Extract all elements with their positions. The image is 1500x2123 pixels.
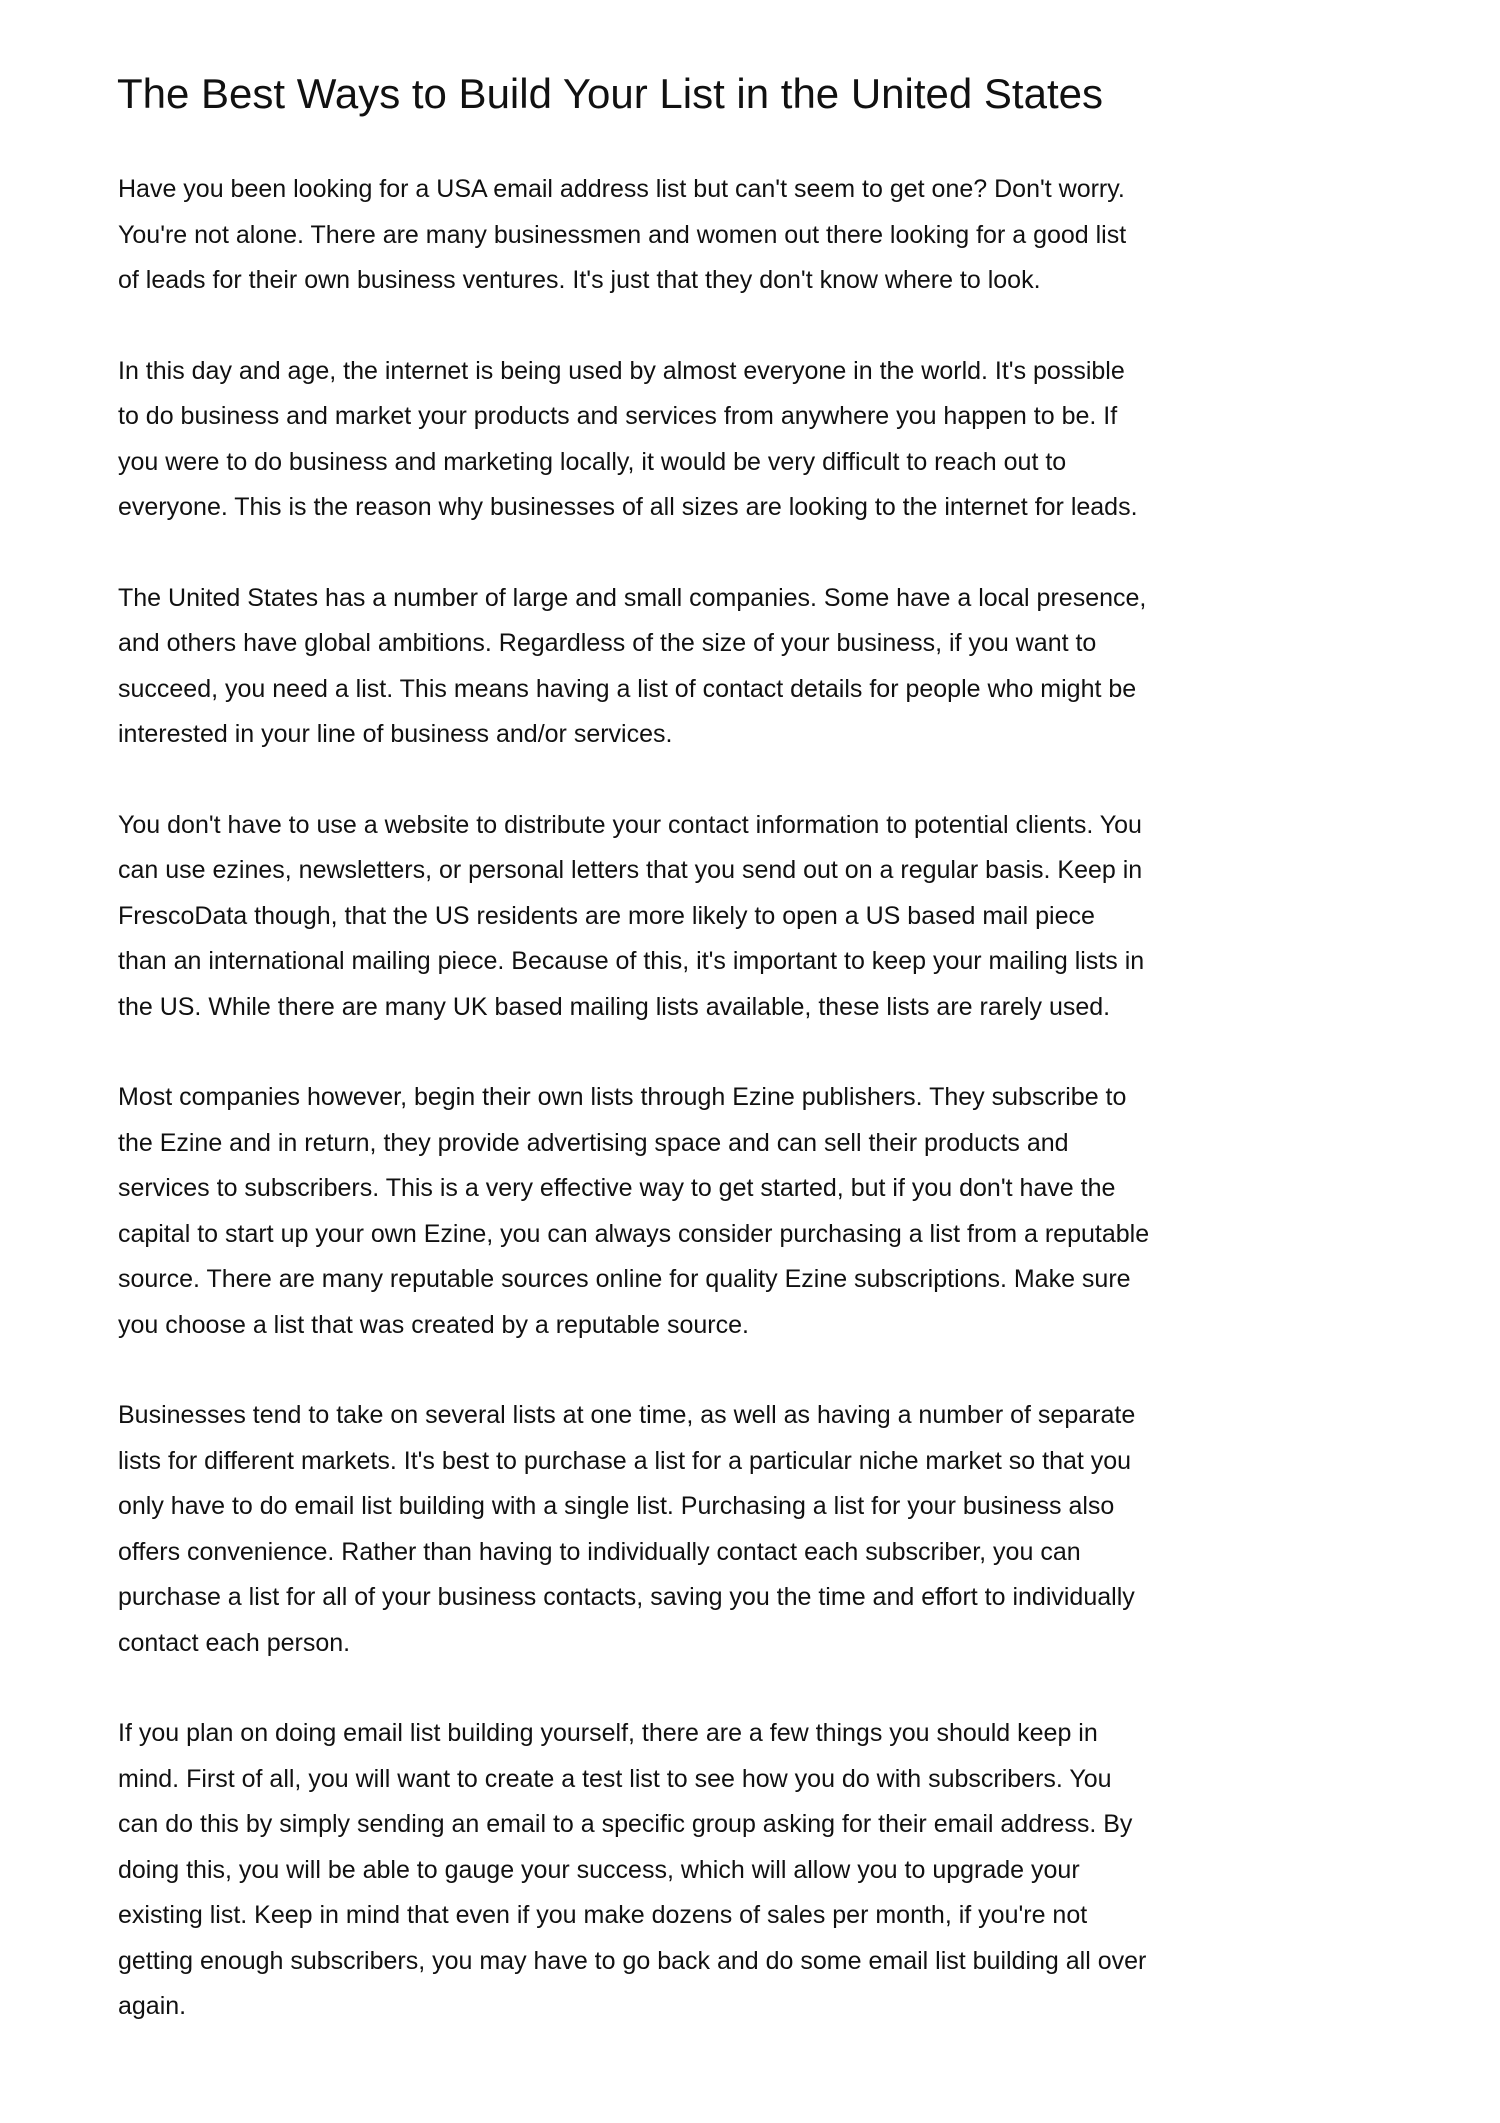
- text-line: the Ezine and in return, they provide advertising space and can sell their products and: [118, 1128, 1069, 1157]
- text-line: you were to do business and marketing locally, it would be very difficult to reach out to: [118, 447, 1067, 476]
- text-line: of leads for their own business ventures. It's just that they don't know where to look.: [118, 266, 1041, 294]
- text-line: succeed, you need a list. This means having a list of contact details for people who might be: [118, 674, 1137, 703]
- text-line: contact each person.: [118, 1628, 351, 1657]
- text-line: The United States has a number of large and small companies. Some have a local presence,: [118, 583, 1147, 612]
- text-line: doing this, you will be able to gauge your success, which will allow you to upgrade your: [118, 1855, 1080, 1884]
- text-line: source. There are many reputable sources online for quality Ezine subscriptions. Make sure: [118, 1265, 1131, 1293]
- text-line: Have you been looking for a USA email address list but can't seem to get one? Don't worry.: [118, 175, 1125, 203]
- text-line: offers convenience. Rather than having to individually contact each subscriber, you can: [118, 1537, 1081, 1566]
- text-line: again.: [118, 1992, 187, 2020]
- text-line: getting enough subscribers, you may have to go back and do some email list building all over: [118, 1946, 1147, 1975]
- paragraph: [118, 349, 1418, 531]
- text-line: than an international mailing piece. Because of this, it's important to keep your mailing lists in: [118, 947, 1145, 975]
- text-line: Most companies however, begin their own lists through Ezine publishers. They subscribe to: [118, 1083, 1127, 1111]
- paragraph: [118, 1075, 1418, 1348]
- text-line: You don't have to use a website to distribute your contact information to potential clients. You: [118, 810, 1142, 839]
- text-line: In this day and age, the internet is being used by almost everyone in the world. It's possible: [118, 356, 1125, 385]
- text-line: services to subscribers. This is a very effective way to get started, but if you don't have the: [118, 1174, 1116, 1202]
- text-line: existing list. Keep in mind that even if you make dozens of sales per month, if you're not: [118, 1901, 1088, 1929]
- text-line: interested in your line of business and/or services.: [118, 720, 673, 748]
- paragraph: [118, 167, 1418, 304]
- text-line: purchase a list for all of your business contacts, saving you the time and effort to individually: [118, 1583, 1135, 1611]
- text-line: mind. First of all, you will want to create a test list to see how you do with subscribers. You: [118, 1764, 1112, 1793]
- article-body: [118, 167, 1418, 2075]
- paragraph: [118, 1711, 1418, 2030]
- text-line: If you plan on doing email list building yourself, there are a few things you should keep in: [118, 1719, 1098, 1747]
- text-line: FrescoData though, that the US residents are more likely to open a US based mail piece: [118, 901, 1095, 930]
- paragraph: [118, 803, 1418, 1031]
- text-line: lists for different markets. It's best to purchase a list for a particular niche market so that you: [118, 1446, 1132, 1475]
- text-line: only have to do email list building with a single list. Purchasing a list for your business also: [118, 1492, 1115, 1520]
- text-line: You're not alone. There are many businessmen and women out there looking for a good list: [118, 220, 1127, 249]
- text-line: Businesses tend to take on several lists at one time, as well as having a number of separate: [118, 1401, 1136, 1429]
- page-title: The Best Ways to Build Your List in the United States: [117, 70, 1103, 117]
- text-line: and others have global ambitions. Regardless of the size of your business, if you want to: [118, 629, 1097, 657]
- paragraph: [118, 1393, 1418, 1666]
- text-line: the US. While there are many UK based mailing lists available, these lists are rarely used.: [118, 992, 1111, 1021]
- text-line: capital to start up your own Ezine, you can always consider purchasing a list from a reputable: [118, 1219, 1150, 1248]
- text-line: you choose a list that was created by a reputable source.: [118, 1310, 749, 1339]
- text-line: to do business and market your products and services from anywhere you happen to be. If: [118, 402, 1118, 430]
- text-line: can do this by simply sending an email to a specific group asking for their email address. By: [118, 1810, 1133, 1838]
- text-line: everyone. This is the reason why businesses of all sizes are looking to the internet for leads.: [118, 493, 1138, 521]
- paragraph: [118, 576, 1418, 758]
- text-line: can use ezines, newsletters, or personal letters that you send out on a regular basis. Keep in: [118, 856, 1143, 884]
